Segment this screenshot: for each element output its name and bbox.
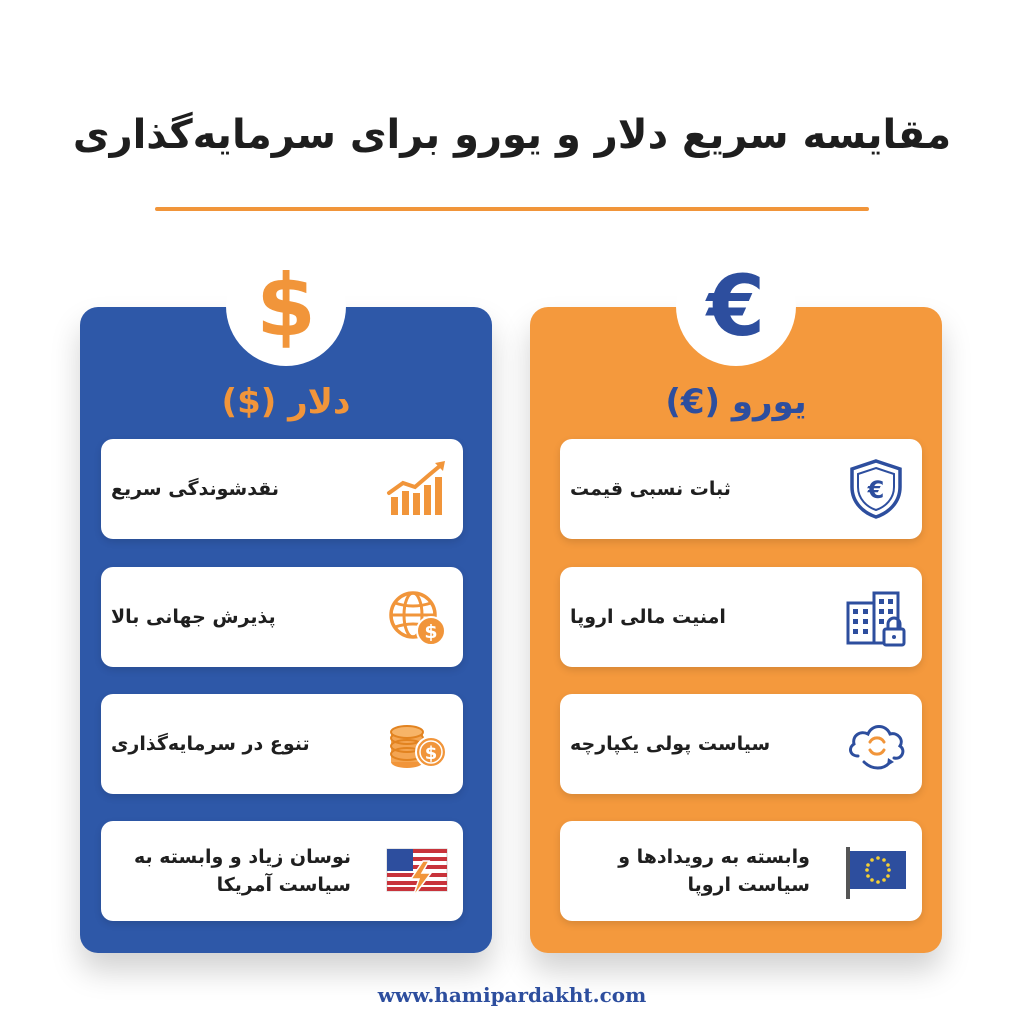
- card-text: امنیت مالی اروپا: [570, 605, 726, 628]
- building-lock-icon: [844, 585, 908, 649]
- website-footer[interactable]: www.hamipardakht.com: [377, 983, 647, 1007]
- dollar-card-volatility: [101, 821, 463, 921]
- us-flag-bolt-icon: [385, 839, 449, 903]
- euro-shield-icon: [844, 457, 908, 521]
- card-text: سیاست پولی یکپارچه: [570, 732, 771, 755]
- euro-card-security: [560, 567, 922, 667]
- dollar-badge: [226, 246, 346, 366]
- euro-card-events: [560, 821, 922, 921]
- dollar-sign-icon: $: [256, 256, 316, 356]
- card-text: پذیرش جهانی بالا: [111, 605, 276, 628]
- euro-badge: [676, 246, 796, 366]
- coins-icon: [385, 712, 449, 776]
- card-text: نوسان زیاد و وابسته به سیاست آمریکا: [133, 845, 351, 896]
- card-text: تنوع در سرمایه‌گذاری: [111, 732, 310, 755]
- euro-sign-icon: €: [706, 257, 766, 355]
- dollar-card-liquidity: [101, 439, 463, 539]
- euro-card-stability: [560, 439, 922, 539]
- cycle-cloud-icon: [844, 712, 908, 776]
- card-text: ثبات نسبی قیمت: [570, 477, 731, 500]
- eu-flag-icon: [844, 839, 908, 903]
- euro-heading: یورو (€): [665, 382, 807, 422]
- page-title: مقایسه سریع دلار و یورو برای سرمایه‌گذاری: [72, 112, 952, 158]
- svg-text:$: $: [424, 621, 438, 643]
- dollar-heading: دلار ($): [221, 382, 351, 422]
- euro-card-policy: [560, 694, 922, 794]
- dollar-card-diversity: [101, 694, 463, 794]
- card-text: نقدشوندگی سریع: [111, 477, 279, 500]
- title-divider: [155, 207, 869, 211]
- dollar-card-acceptance: [101, 567, 463, 667]
- svg-text:€: €: [867, 476, 885, 504]
- card-text: وابسته به رویدادها و سیاست اروپا: [618, 845, 810, 896]
- svg-text:$: $: [424, 743, 438, 764]
- chart-up-icon: [385, 457, 449, 521]
- globe-dollar-icon: [385, 585, 449, 649]
